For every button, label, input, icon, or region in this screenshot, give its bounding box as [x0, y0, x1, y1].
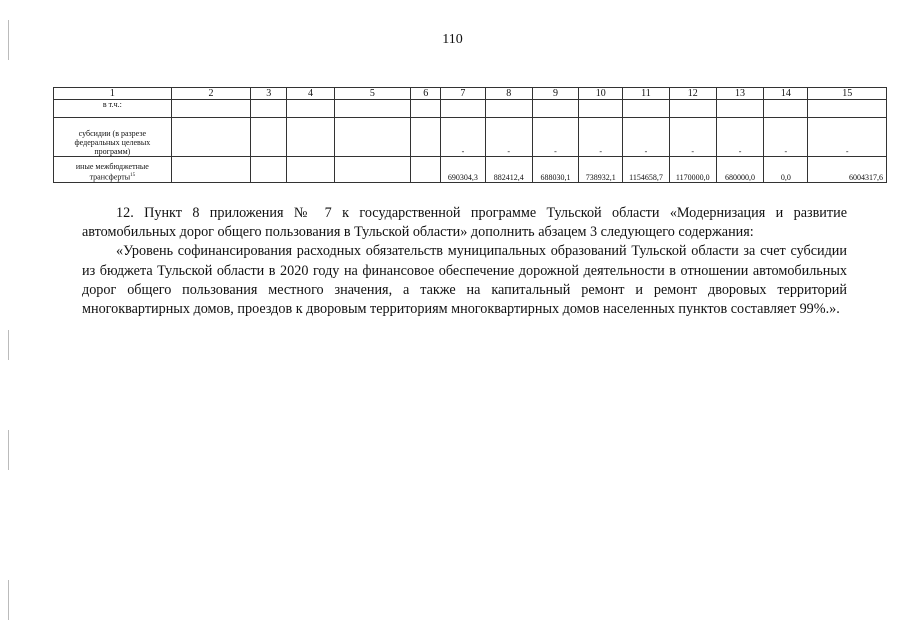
table-cell: -	[623, 118, 669, 157]
paragraph-item-12: 12. Пункт 8 приложения № 7 к государственной программе Тульской области «Модернизация и развитие автомобильных дорог общего пользования в Тульской области» дополнить абзацем 3 следующего содержания:	[82, 205, 847, 241]
table-cell	[171, 118, 250, 157]
table-cell	[334, 100, 410, 118]
table-cell	[411, 118, 441, 157]
table-row	[54, 157, 887, 183]
table-cell	[411, 100, 441, 118]
table-row	[54, 118, 887, 157]
column-header: 15	[808, 88, 887, 100]
column-header: 11	[623, 88, 669, 100]
table-cell: -	[579, 118, 623, 157]
table-cell	[287, 157, 334, 183]
table-cell	[485, 100, 532, 118]
paragraph-quote: «Уровень софинансирования расходных обязательств муниципальных образований Тульской области за счет субсидии из бюджета Тульской области в 2020 году на финансовое обеспечение дорожной деятельности в отношении автомобильных дорог общего пользования местного значения, а также на капитальный ремонт и ремонт дворовых территорий многоквартирных домов, проездов к дворовым территориям многоквартирных домов населенных пунктов составляет 99%.».	[82, 243, 847, 318]
table-cell	[251, 118, 287, 157]
column-header: 9	[532, 88, 578, 100]
row-label	[54, 157, 172, 183]
scan-margin-mark	[8, 580, 9, 620]
table-cell	[287, 100, 334, 118]
table-cell	[171, 100, 250, 118]
table-cell: -	[532, 118, 578, 157]
table-cell	[441, 100, 485, 118]
column-header: 10	[579, 88, 623, 100]
scan-margin-mark	[8, 330, 9, 360]
table-cell	[334, 157, 410, 183]
table-cell: 690304,3	[441, 157, 485, 183]
table-cell	[623, 100, 669, 118]
table-cell: 1154658,7	[623, 157, 669, 183]
table-row	[54, 100, 887, 118]
table-cell: -	[716, 118, 763, 157]
column-header: 6	[411, 88, 441, 100]
table-cell	[532, 100, 578, 118]
table-cell	[579, 100, 623, 118]
budget-table	[53, 87, 887, 183]
column-header: 7	[441, 88, 485, 100]
table-cell	[171, 157, 250, 183]
row-label-text: иные межбюджетные трансферты	[75, 162, 149, 182]
column-header: 5	[334, 88, 410, 100]
column-header: 4	[287, 88, 334, 100]
table-cell	[669, 100, 716, 118]
table-header-row	[54, 88, 887, 100]
table-cell: 688030,1	[532, 157, 578, 183]
table-cell: 680000,0	[716, 157, 763, 183]
column-header: 1	[54, 88, 172, 100]
scan-margin-mark	[8, 430, 9, 470]
table-cell: -	[485, 118, 532, 157]
column-header: 2	[171, 88, 250, 100]
table-cell	[251, 157, 287, 183]
row-label: субсидии (в разрезе федеральных целевых программ)	[54, 118, 172, 157]
table-cell	[808, 100, 887, 118]
table-cell	[764, 100, 808, 118]
table-cell	[411, 157, 441, 183]
column-header: 14	[764, 88, 808, 100]
column-header: 3	[251, 88, 287, 100]
scan-margin-mark	[8, 20, 9, 60]
footnote-marker: 15	[130, 173, 136, 179]
column-header: 13	[716, 88, 763, 100]
table-cell: -	[441, 118, 485, 157]
column-header: 12	[669, 88, 716, 100]
table-cell: 882412,4	[485, 157, 532, 183]
page-number: 110	[442, 32, 463, 47]
table-cell: 738932,1	[579, 157, 623, 183]
table-cell: 0,0	[764, 157, 808, 183]
document-body	[82, 204, 847, 319]
table-cell	[334, 118, 410, 157]
table-cell	[716, 100, 763, 118]
table-cell: 6004317,6	[808, 157, 887, 183]
column-header: 8	[485, 88, 532, 100]
table-cell: -	[669, 118, 716, 157]
table-cell: -	[808, 118, 887, 157]
table-cell	[287, 118, 334, 157]
table-cell: 1170000,0	[669, 157, 716, 183]
table-cell	[251, 100, 287, 118]
row-label: в т.ч.:	[54, 100, 172, 118]
table-cell: -	[764, 118, 808, 157]
